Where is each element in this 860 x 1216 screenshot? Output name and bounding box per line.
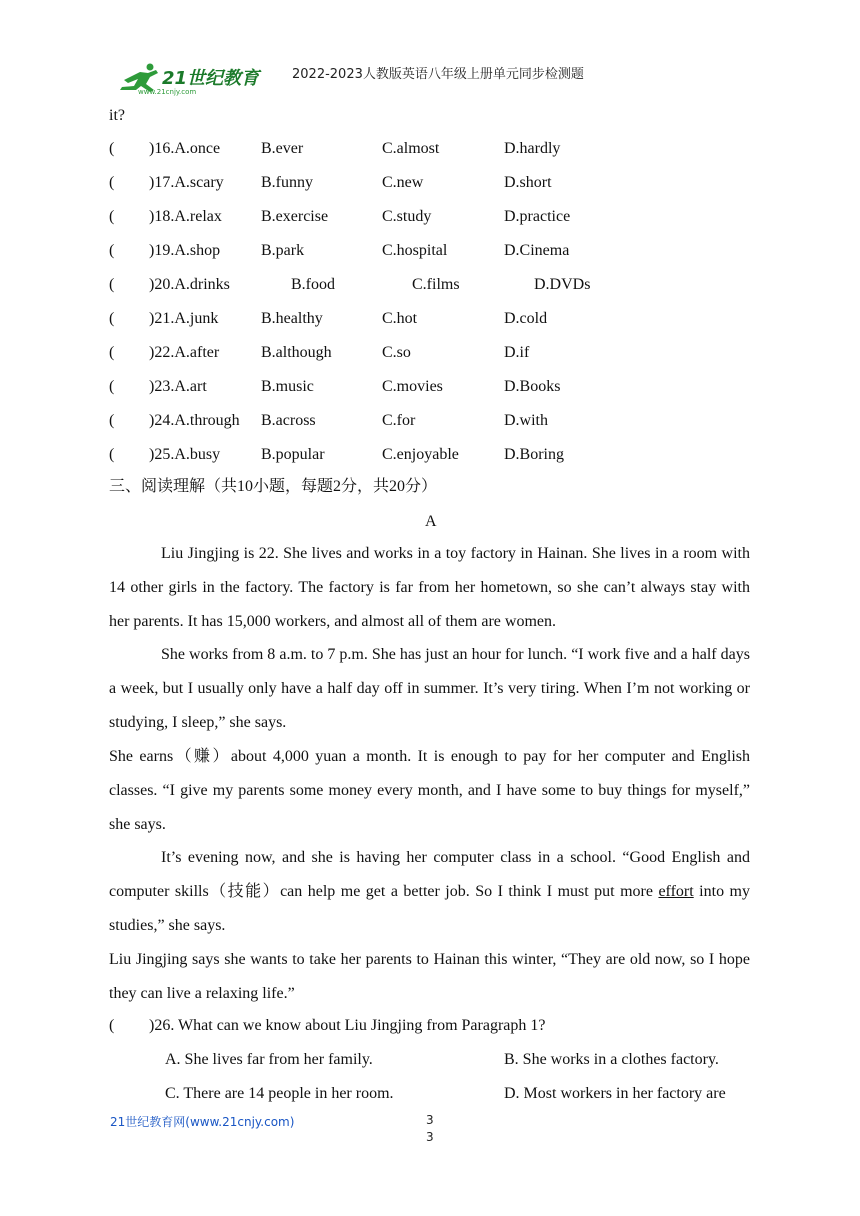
option-c: C.study [382, 208, 432, 225]
answer-paren: ( [109, 140, 115, 157]
question-26-stem: )26. What can we know about Liu Jingjing from Paragraph 1? [149, 1017, 546, 1034]
option-a: )21.A.junk [149, 310, 219, 327]
option-b: B.music [261, 378, 314, 395]
option-c: C.new [382, 174, 424, 191]
answer-paren: ( [109, 276, 115, 293]
document-header-title: 2022-2023人教版英语八年级上册单元同步检测题 [292, 67, 584, 82]
option-b: B.exercise [261, 208, 329, 225]
footer-site-link[interactable]: 21世纪教育网(www.21cnjy.com) [110, 1115, 295, 1129]
option-a: )16.A.once [149, 140, 221, 157]
answer-paren: ( [109, 378, 115, 395]
option-a: )24.A.through [149, 412, 240, 429]
underlined-word: effort [658, 882, 694, 900]
option-a: )17.A.scary [149, 174, 224, 191]
option-c: C. There are 14 people in her room. [165, 1085, 394, 1102]
option-a: A. She lives far from her family. [165, 1051, 373, 1068]
passage-paragraph-4 [109, 841, 750, 942]
passage-paragraph-5: Liu Jingjing says she wants to take her parents to Hainan this winter, “They are old now, so I hope they can live a relaxing life.” [109, 951, 750, 1002]
option-a: )18.A.relax [149, 208, 222, 225]
option-d: D.Books [504, 378, 561, 395]
passage-paragraph-1: Liu Jingjing is 22. She lives and works in a toy factory in Hainan. She lives in a room with 14 other girls in the factory. The factory is far from her hometown, so she can’t always stay with her parents. It has 15,000 workers, and almost all of them are women. [109, 545, 750, 630]
option-b: B.across [261, 412, 316, 429]
option-a: )25.A.busy [149, 446, 221, 463]
section-heading: 三、阅读理解（共10小题，每题2分，共20分） [109, 478, 438, 495]
option-a: )19.A.shop [149, 242, 221, 259]
option-d: D.DVDs [534, 276, 591, 293]
option-d: D.if [504, 344, 530, 361]
option-c: C.hospital [382, 242, 448, 259]
option-b: B. She works in a clothes factory. [504, 1051, 719, 1068]
option-b: B.funny [261, 174, 313, 191]
option-c: C.so [382, 344, 411, 361]
option-b: B.healthy [261, 310, 323, 327]
option-a: )23.A.art [149, 378, 207, 395]
answer-paren: ( [109, 446, 115, 463]
option-d: D.Boring [504, 446, 564, 463]
answer-paren: ( [109, 412, 115, 429]
logo-graphic [110, 60, 270, 96]
question-fragment: it? [109, 107, 125, 124]
option-b: B.popular [261, 446, 325, 463]
answer-paren: ( [109, 310, 115, 327]
option-d: D.practice [504, 208, 571, 225]
p4-text-after: into my studies,” she says. [109, 882, 750, 934]
option-b: B.park [261, 242, 305, 259]
option-c: C.for [382, 412, 416, 429]
option-d: D.with [504, 412, 548, 429]
page-number-secondary: 3 [426, 1130, 434, 1144]
option-d: D.hardly [504, 140, 561, 157]
option-d: D.Cinema [504, 242, 570, 259]
passage-label: A [425, 513, 437, 530]
logo-text: 21世纪教育 [162, 68, 260, 89]
answer-paren: ( [109, 208, 115, 225]
option-c: C.enjoyable [382, 446, 459, 463]
option-d: D.short [504, 174, 552, 191]
answer-paren: ( [109, 1017, 115, 1034]
passage-paragraph-3: She earns（赚）about 4,000 yuan a month. It is enough to pay for her computer and English classes. “I give my parents some money every month, and I have some to buy things for myself,” she says. [109, 748, 750, 833]
option-b: B.although [261, 344, 332, 361]
option-c: C.hot [382, 310, 418, 327]
logo-url: www.21cnjy.com [138, 88, 197, 96]
option-a: )22.A.after [149, 344, 220, 361]
page-number: 3 [426, 1113, 434, 1127]
option-b: B.ever [261, 140, 304, 157]
option-d: D.cold [504, 310, 548, 327]
answer-paren: ( [109, 174, 115, 191]
option-b: B.food [291, 276, 335, 293]
p4-text-before: It’s evening now, and she is having her computer class in a school. “Good English and computer skills（技能）can help me get a better job. So I think I must put more [109, 849, 750, 900]
answer-paren: ( [109, 242, 115, 259]
option-c: C.films [412, 276, 460, 293]
option-a: )20.A.drinks [149, 276, 230, 293]
passage-paragraph-2: She works from 8 a.m. to 7 p.m. She has just an hour for lunch. “I work five and a half days a week, but I usually only have a half day off in summer. It’s very tiring. When I’m not working or studying, I sleep,” she says. [109, 646, 750, 731]
site-logo [110, 60, 270, 96]
option-c: C.almost [382, 140, 440, 157]
answer-paren: ( [109, 344, 115, 361]
option-d: D. Most workers in her factory are [504, 1085, 726, 1102]
option-c: C.movies [382, 378, 443, 395]
